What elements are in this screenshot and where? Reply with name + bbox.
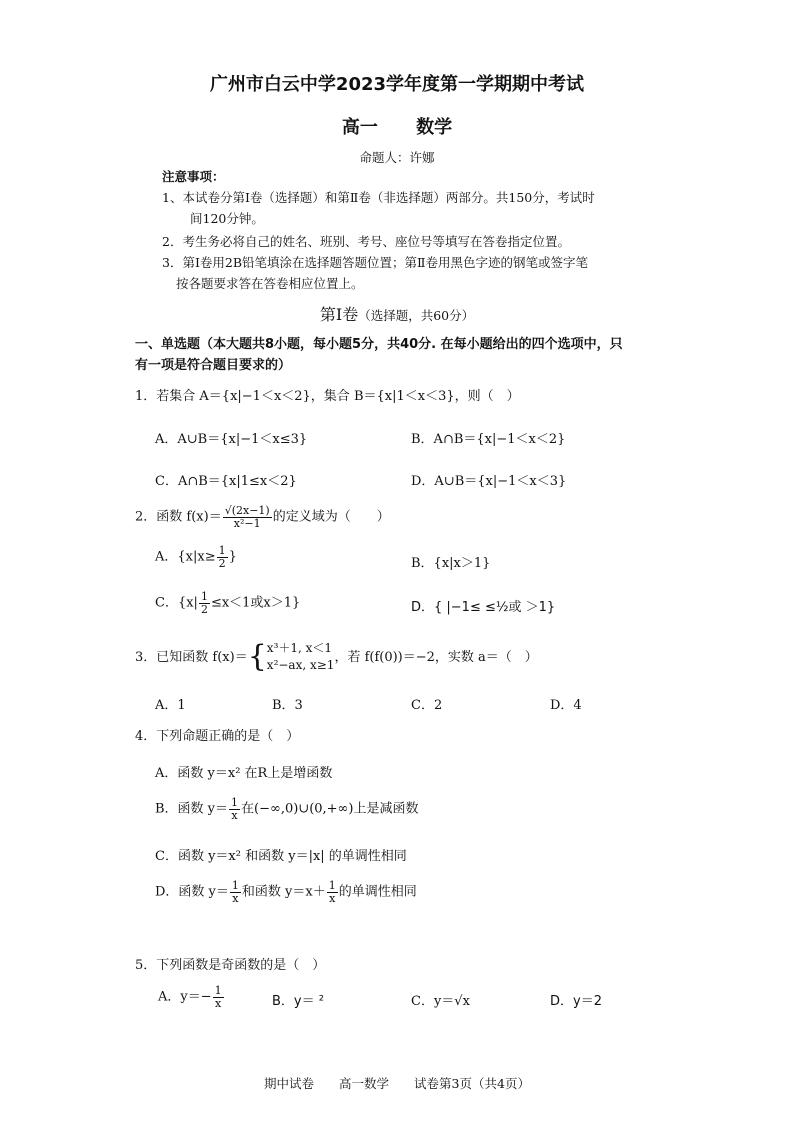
fraction-one-over-x	[213, 985, 224, 1009]
question-4-option-c: C．函数 y＝x² 和函数 y＝|x| 的单调性相同	[155, 849, 407, 864]
denominator: x	[232, 891, 239, 905]
question-3-suffix: ，若 f(f(0))＝−2，实数 a＝（ ）	[334, 649, 538, 665]
question-5-option-a	[158, 985, 225, 1009]
set-text: {x|x≥	[177, 549, 216, 565]
question-1-stem: 1．若集合 A＝{x|−1＜x＜2}，集合 B＝{x|1＜x＜3}，则（ ）	[135, 389, 520, 404]
question-5-stem: 5．下列函数是奇函数的是（ ）	[135, 958, 326, 973]
option-mid: 和函数 y＝x＋	[241, 884, 326, 900]
fraction-half	[199, 591, 210, 615]
question-2-denominator: x²−1	[233, 516, 261, 530]
case-1: x³＋1, x＜1	[266, 641, 333, 655]
denominator: x	[215, 996, 222, 1010]
question-3-option-d: D．4	[550, 698, 582, 713]
fraction-half	[217, 545, 228, 569]
piecewise-cases	[267, 640, 335, 675]
exam-subject: 高一 数学	[341, 117, 453, 138]
option-label: C．	[155, 595, 178, 611]
fraction-one-over-x-2	[327, 880, 338, 904]
option-rest: 在(−∞,0)∪(0,+∞)上是减函数	[241, 801, 419, 817]
numerator: 1	[328, 879, 336, 892]
denominator: 2	[200, 602, 208, 616]
question-5-option-d: D．y＝2	[550, 994, 602, 1009]
option-prefix: B．函数 y＝	[155, 801, 229, 817]
denominator: x	[231, 808, 238, 822]
piecewise-brace: {	[247, 639, 267, 675]
question-1-option-b: B．A∩B＝{x|−1＜x＜2}	[411, 432, 566, 447]
question-5-option-b: B．y＝ ²	[272, 994, 324, 1009]
question-3-option-a: A．1	[155, 698, 186, 713]
question-2-numerator: √(2x−1)	[224, 504, 270, 517]
notice-item-3-cont: 按各题要求答在答卷相应位置上。	[176, 276, 364, 291]
question-4-option-d	[155, 880, 417, 904]
part-heading-line1: 一、单选题（本大题共8小题，每小题5分，共40分. 在每小题给出的四个选项中，只	[135, 337, 623, 352]
notice-item-1-cont: 间120分钟。	[190, 211, 264, 226]
option-prefix: A．y＝−	[158, 989, 212, 1005]
exam-author: 命题人：许娜	[359, 150, 435, 165]
set-rest: ≤x＜1或x＞1}	[210, 595, 301, 611]
question-4-option-a: A．函数 y＝x² 在R上是增函数	[155, 766, 333, 781]
question-2-suffix: 的定义域为（ ）	[272, 509, 390, 525]
question-2-prefix: 2．函数 f(x)＝	[135, 509, 222, 525]
question-1-option-a: A．A∪B＝{x|−1＜x≤3}	[155, 432, 308, 447]
page-footer: 期中试卷 高一数学 试卷第3页（共4页）	[264, 1076, 530, 1091]
section-name: 第Ⅰ卷	[319, 305, 359, 324]
notice-item-2: 2．考生务必将自己的姓名、班别、考号、座位号等填写在答卷指定位置。	[162, 234, 570, 249]
notice-heading: 注意事项：	[162, 169, 225, 184]
set-text: {x|	[177, 595, 198, 611]
question-5-option-c: C．y＝√x	[411, 994, 470, 1009]
notice-item-1: 1、本试卷分第Ⅰ卷（选择题）和第Ⅱ卷（非选择题）两部分。共150分，考试时	[162, 190, 595, 205]
part-heading-line2: 有一项是符合题目要求的）	[135, 358, 292, 373]
question-3-stem	[135, 640, 538, 675]
case-2: x²−ax, x≥1	[266, 658, 335, 673]
denominator: x	[329, 891, 336, 905]
section-note: （选择题，共60分）	[358, 308, 475, 323]
numerator: 1	[231, 796, 239, 809]
fraction-one-over-x	[229, 797, 240, 821]
question-2-option-d: D．{ |−1≤ ≤½或 ＞1}	[411, 600, 556, 615]
question-1-option-c: C．A∩B＝{x|1≤x＜2}	[155, 474, 297, 489]
numerator: 1	[200, 590, 208, 603]
question-1-option-d: D．A∪B＝{x|−1＜x＜3}	[411, 474, 567, 489]
numerator: 1	[231, 879, 239, 892]
option-rest: 的单调性相同	[338, 884, 417, 900]
question-2-fraction	[223, 505, 272, 529]
option-prefix: D．函数 y＝	[155, 884, 229, 900]
question-4-option-b	[155, 797, 418, 821]
question-4-stem: 4．下列命题正确的是（ ）	[135, 729, 300, 744]
option-label: A．	[155, 549, 178, 565]
set-close: }	[228, 549, 237, 565]
exam-title: 广州市白云中学2023学年度第一学期期中考试	[209, 74, 585, 95]
fraction-one-over-x	[230, 880, 241, 904]
section-title	[0, 302, 794, 325]
question-3-prefix: 3．已知函数 f(x)＝	[135, 649, 248, 665]
denominator: 2	[218, 556, 226, 570]
question-2-option-a	[155, 545, 237, 569]
question-2-option-c	[155, 591, 300, 615]
question-2-option-b: B．{x|x＞1}	[411, 556, 491, 571]
question-3-option-c: C．2	[411, 698, 443, 713]
question-2-stem	[135, 505, 390, 529]
numerator: 1	[214, 984, 222, 997]
question-3-option-b: B．3	[272, 698, 303, 713]
numerator: 1	[218, 544, 226, 557]
notice-item-3: 3．第Ⅰ卷用2B铅笔填涂在选择题答题位置；第Ⅱ卷用黑色字迹的钢笔或签字笔	[162, 255, 589, 270]
